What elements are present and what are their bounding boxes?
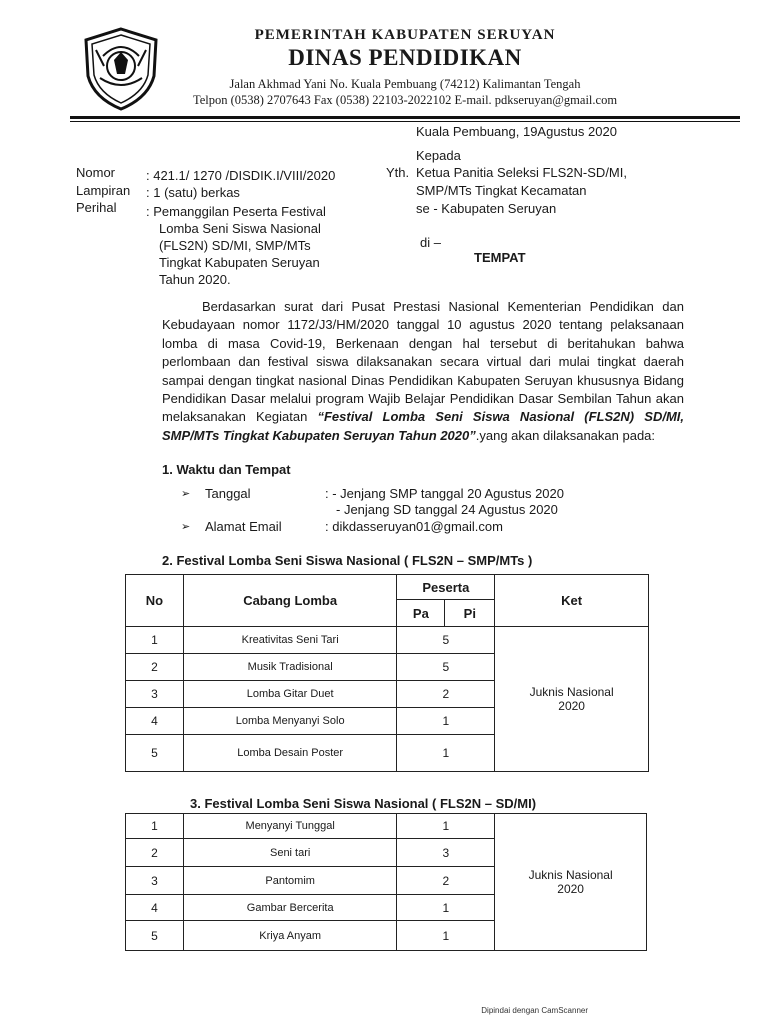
tanggal-value-2: - Jenjang SD tanggal 24 Agustus 2020 xyxy=(336,502,558,517)
ket-line-2: 2020 xyxy=(558,699,585,713)
event-name: “Festival Lomba Seni Siswa Nasional (FLS2N) SD/MI, SMP/MTs Tingkat Kabupaten Seruyan Tahun 2020” xyxy=(162,409,684,443)
row-cabang: Musik Tradisional xyxy=(183,654,397,681)
section-2-title: 2. Festival Lomba Seni Siswa Nasional ( FLS2N – SMP/MTs ) xyxy=(162,553,533,568)
letterhead-agency: DINAS PENDIDIKAN xyxy=(288,45,522,70)
perihal-value-2: Lomba Seni Siswa Nasional xyxy=(159,221,321,236)
row-jumlah: 1 xyxy=(397,814,495,839)
body-text-end: .yang akan dilaksanakan pada: xyxy=(475,427,656,443)
letterhead xyxy=(150,27,660,108)
row-no: 5 xyxy=(126,921,184,951)
row-jumlah: 3 xyxy=(397,839,495,867)
row-cabang: Lomba Menyanyi Solo xyxy=(183,708,397,735)
row-jumlah: 5 xyxy=(397,627,495,654)
email-value: : dikdasseruyan01@gmail.com xyxy=(325,519,503,534)
lampiran-value: : 1 (satu) berkas xyxy=(146,185,240,200)
perihal-value-4: Tingkat Kabupaten Seruyan xyxy=(159,255,320,270)
recipient-line-3: se - Kabupaten Seruyan xyxy=(416,201,557,216)
section-1-title: 1. Waktu dan Tempat xyxy=(162,462,291,477)
row-no: 3 xyxy=(126,681,184,708)
row-no: 4 xyxy=(126,895,184,921)
tanggal-value-1: : - Jenjang SMP tanggal 20 Agustus 2020 xyxy=(325,486,564,501)
row-cabang: Kriya Anyam xyxy=(183,921,397,951)
row-cabang: Kreativitas Seni Tari xyxy=(183,627,397,654)
row-no: 1 xyxy=(126,627,184,654)
row-jumlah: 1 xyxy=(397,921,495,951)
header-peserta: Peserta xyxy=(397,575,495,600)
kepada-label: Kepada xyxy=(416,148,461,163)
perihal-value-5: Tahun 2020. xyxy=(159,272,231,287)
row-jumlah: 1 xyxy=(397,708,495,735)
header-ket: Ket xyxy=(495,575,649,627)
table-row xyxy=(126,814,647,839)
letterhead-rule-thick xyxy=(70,116,740,119)
row-jumlah: 2 xyxy=(397,867,495,895)
ket-line-1: Juknis Nasional xyxy=(529,685,614,699)
letterhead-address: Jalan Akhmad Yani No. Kuala Pembuang (74212) Kalimantan Tengah xyxy=(229,77,581,91)
place-date: Kuala Pembuang, 19Agustus 2020 xyxy=(416,124,617,139)
sd-competition-table xyxy=(125,813,647,951)
row-jumlah: 2 xyxy=(397,681,495,708)
email-label: Alamat Email xyxy=(205,519,282,534)
row-cabang: Seni tari xyxy=(183,839,397,867)
row-jumlah: 1 xyxy=(397,735,495,772)
row-jumlah: 1 xyxy=(397,895,495,921)
body-paragraph xyxy=(162,298,684,445)
ket-line-1: Juknis Nasional xyxy=(528,868,613,882)
recipient-line-2: SMP/MTs Tingkat Kecamatan xyxy=(416,183,587,198)
body-text: Berdasarkan surat dari Pusat Prestasi Nasional Kementerian Pendidikan dan Kebudayaan nomor 1172/J3/HM/2020 tanggal 10 agustus 2020 tentang pelaksanaan lomba di masa Covid-19, Berkenaan dengan hal tersebut di beritahukan bahwa perlombaan dan festival siswa dilaksanakan secara virtual dari mulai tingkat daerah sampai dengan tingkat nasional Dinas Pendidikan Kabupaten Seruyan khususnya Bidang Pendidikan Dasar melalui program Wajib Belajar Pendidikan Dasar Sembilan Tahun akan melaksanakan Kegiatan xyxy=(162,299,684,425)
row-ket xyxy=(495,627,649,772)
letterhead-government: PEMERINTAH KABUPATEN SERUYAN xyxy=(254,27,556,43)
letterhead-rule-thin xyxy=(70,121,740,122)
row-no: 5 xyxy=(126,735,184,772)
scanner-footer: Dipindai dengan CamScanner xyxy=(481,1006,588,1015)
perihal-label: Perihal xyxy=(76,200,117,215)
header-cabang: Cabang Lomba xyxy=(183,575,397,627)
row-ket xyxy=(495,814,647,951)
bullet-arrow-icon: ➢ xyxy=(181,521,191,533)
row-no: 4 xyxy=(126,708,184,735)
nomor-value: : 421.1/ 1270 /DISDIK.I/VIII/2020 xyxy=(146,168,336,183)
letterhead-contact: Telpon (0538) 2707643 Fax (0538) 22103-2022102 E-mail. pdkseruyan@gmail.com xyxy=(192,93,618,107)
header-no: No xyxy=(126,575,184,627)
row-cabang: Lomba Gitar Duet xyxy=(183,681,397,708)
perihal-value-1: : Pemanggilan Peserta Festival xyxy=(146,204,326,219)
row-no: 3 xyxy=(126,867,184,895)
tanggal-label: Tanggal xyxy=(205,486,251,501)
tempat-label: TEMPAT xyxy=(474,250,526,265)
row-no: 2 xyxy=(126,654,184,681)
row-cabang: Pantomim xyxy=(183,867,397,895)
section-3-title: 3. Festival Lomba Seni Siswa Nasional ( FLS2N – SD/MI) xyxy=(190,796,537,811)
row-no: 2 xyxy=(126,839,184,867)
di-label: di – xyxy=(420,235,441,250)
recipient-line-1: Ketua Panitia Seleksi FLS2N-SD/MI, xyxy=(416,165,627,180)
row-no: 1 xyxy=(126,814,184,839)
perihal-value-3: (FLS2N) SD/MI, SMP/MTs xyxy=(159,238,311,253)
row-cabang: Lomba Desain Poster xyxy=(183,735,397,772)
row-cabang: Gambar Bercerita xyxy=(183,895,397,921)
bullet-arrow-icon: ➢ xyxy=(181,488,191,500)
header-pa: Pa xyxy=(397,600,445,627)
row-jumlah: 5 xyxy=(397,654,495,681)
yth-label: Yth. xyxy=(386,165,410,180)
table-row xyxy=(126,627,649,654)
row-cabang: Menyanyi Tunggal xyxy=(183,814,397,839)
header-pi: Pi xyxy=(445,600,495,627)
ket-line-2: 2020 xyxy=(557,882,584,896)
lampiran-label: Lampiran xyxy=(76,183,131,198)
smp-competition-table xyxy=(125,574,649,772)
nomor-label: Nomor xyxy=(76,165,116,180)
